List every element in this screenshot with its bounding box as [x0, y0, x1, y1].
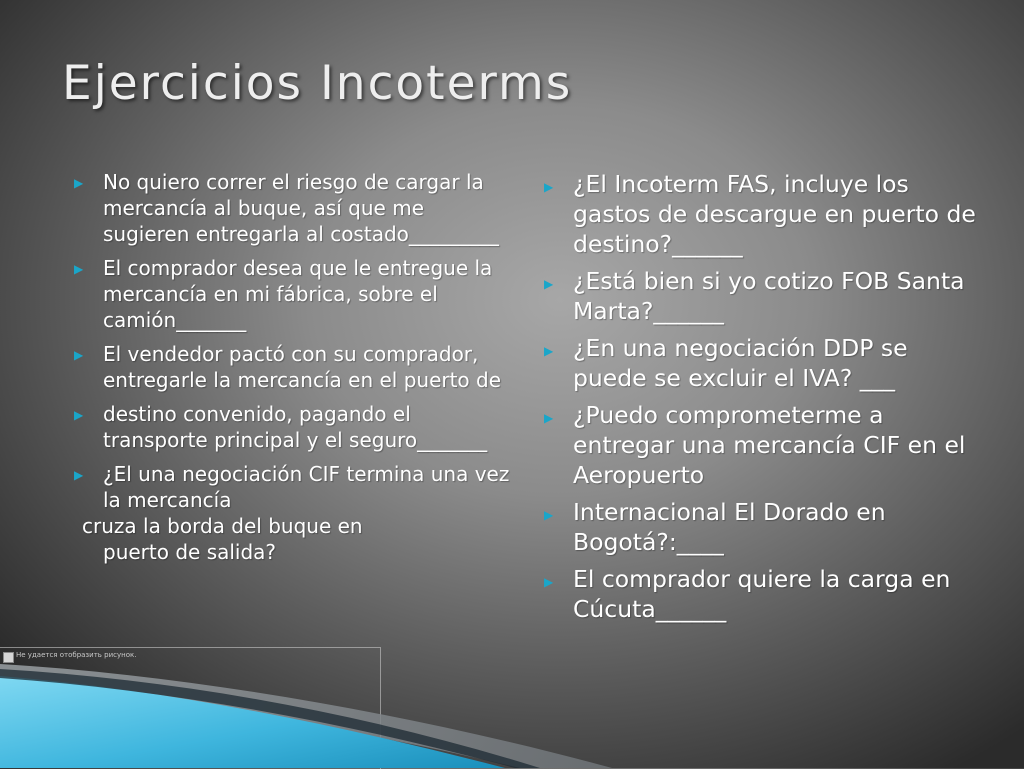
triangle-bullet-icon: ▶ — [544, 277, 554, 291]
continuation-line-1: cruza la borda del buque en — [82, 514, 363, 538]
triangle-bullet-icon: ▶ — [74, 348, 84, 362]
list-item-text: Internacional El Dorado en Bogotá?:____ — [573, 498, 886, 556]
slide-title: Ejercicios Incoterms — [62, 56, 573, 111]
list-item-text: ¿Está bien si yo cotizo FOB Santa Marta?______ — [573, 267, 965, 325]
list-item-text: El comprador quiere la carga en Cúcuta______ — [573, 565, 951, 623]
list-item-text: El comprador desea que le entregue la mercancía en mi fábrica, sobre el camión_______ — [103, 256, 493, 332]
triangle-bullet-icon: ▶ — [544, 180, 554, 194]
list-item-text: ¿El Incoterm FAS, incluye los gastos de descargue en puerto de destino?______ — [573, 170, 976, 258]
broken-image-caption: Не удается отобразить рисунок. — [16, 651, 137, 659]
triangle-bullet-icon: ▶ — [74, 468, 84, 482]
list-item-text: ¿Puedo comprometerme a entregar una mercancía CIF en el Aeropuerto — [573, 401, 966, 489]
triangle-bullet-icon: ▶ — [544, 411, 554, 425]
triangle-bullet-icon: ▶ — [544, 344, 554, 358]
list-item-text: ¿En una negociación DDP se puede se excluir el IVA? ___ — [573, 334, 908, 392]
list-item-text: No quiero correr el riesgo de cargar la mercancía al buque, así que me sugieren entregarla al costado_________ — [103, 170, 499, 246]
triangle-bullet-icon: ▶ — [74, 262, 84, 276]
list-item-text: destino convenido, pagando el transporte principal y el seguro_______ — [103, 402, 488, 452]
triangle-bullet-icon: ▶ — [74, 176, 84, 190]
triangle-bullet-icon: ▶ — [74, 408, 84, 422]
triangle-bullet-icon: ▶ — [544, 508, 554, 522]
list-item-text: El vendedor pactó con su comprador, entregarle la mercancía en el puerto de — [103, 342, 502, 392]
swoosh-blue-band — [0, 676, 505, 768]
list-item-text: ¿El una negociación CIF termina una vez la mercancía — [103, 462, 510, 512]
continuation-line-2: puerto de salida? — [103, 540, 277, 564]
triangle-bullet-icon: ▶ — [544, 575, 554, 589]
